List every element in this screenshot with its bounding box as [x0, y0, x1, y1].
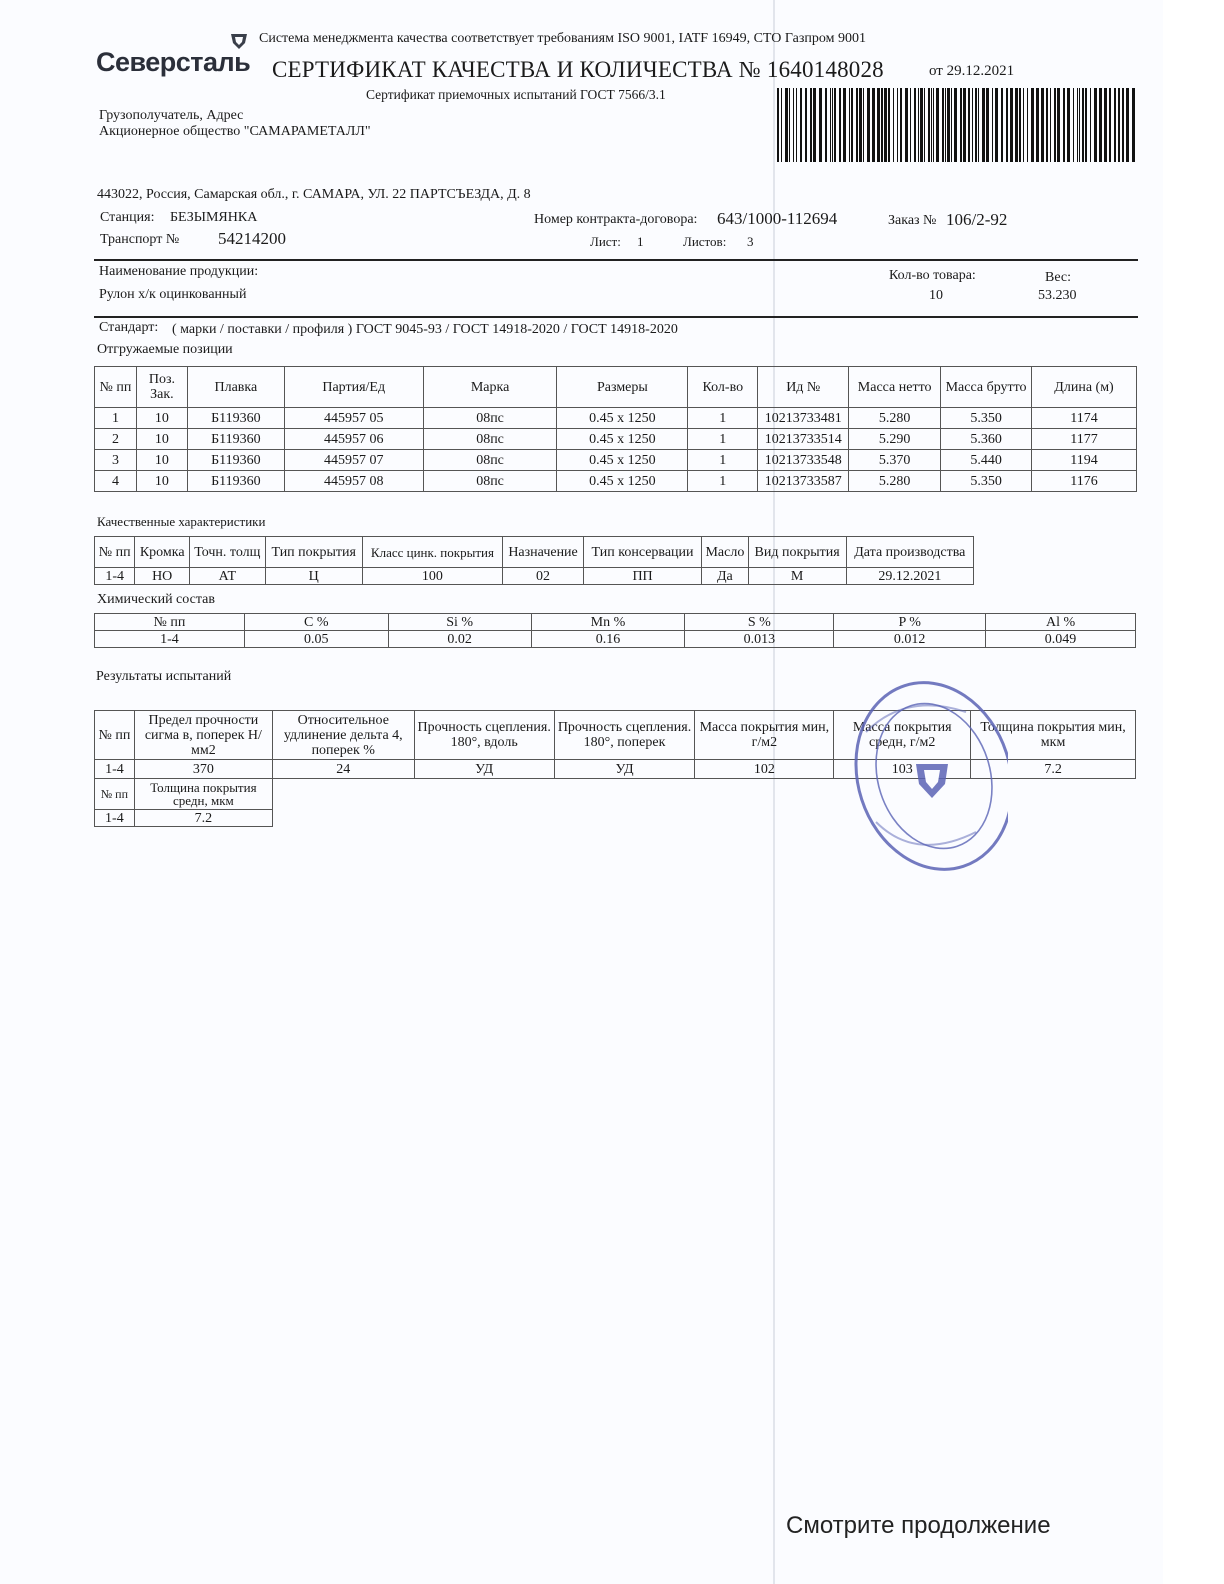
col-header: Кромка [135, 537, 190, 568]
table-cell: УД [414, 760, 554, 779]
table-cell: 5.370 [849, 450, 941, 471]
consignee-address: 443022, Россия, Самарская обл., г. САМАРА, УЛ. 22 ПАРТСЪЕЗДА, Д. 8 [97, 187, 531, 202]
barcode-bar [992, 88, 993, 162]
barcode-bar [789, 88, 790, 162]
barcode-bar [1099, 88, 1102, 162]
divider-top [94, 259, 1138, 261]
table-cell: 5.280 [849, 408, 941, 429]
table-cell: 10 [136, 429, 187, 450]
barcode-bar [905, 88, 908, 162]
table-cell: Б119360 [187, 450, 284, 471]
barcode-bar [972, 88, 973, 162]
table-cell: М [748, 568, 846, 585]
divider-mid [94, 316, 1138, 318]
barcode-bar [825, 88, 827, 162]
table-cell: 0.45 x 1250 [557, 450, 688, 471]
barcode-bar [877, 88, 880, 162]
table-cell: 370 [134, 760, 272, 779]
col-header: Относительное удлинение дельта 4, поперек % [272, 711, 414, 760]
tests-title: Результаты испытаний [96, 669, 232, 684]
col-header: Марка [423, 367, 557, 408]
barcode-bar [1090, 88, 1091, 162]
barcode-bar [1114, 88, 1116, 162]
col-header: № пп [95, 367, 137, 408]
table-cell: 29.12.2021 [846, 568, 973, 585]
barcode-bar [777, 88, 779, 162]
table-cell: 10213733514 [758, 429, 849, 450]
table-cell: 0.012 [834, 631, 986, 648]
barcode-bar [832, 88, 833, 162]
positions-header-row [95, 367, 1137, 408]
barcode-bar [819, 88, 822, 162]
table-row [95, 408, 1137, 429]
col-header: Точн. толщ [189, 537, 265, 568]
tests-extra-table [94, 778, 273, 827]
qms-statement: Система менеджмента качества соответствует требованиям ISO 9001, IATF 16949, СТО Газпром 9001 [259, 31, 866, 46]
barcode-bar [960, 88, 962, 162]
barcode-bar [1001, 88, 1003, 162]
certificate-subtitle: Сертификат приемочных испытаний ГОСТ 7566/3.1 [366, 87, 666, 102]
col-header: Толщина покрытия средн, мкм [134, 779, 272, 810]
col-header: S % [685, 614, 834, 631]
table-cell: 1-4 [95, 631, 245, 648]
col-header: Плавка [187, 367, 284, 408]
col-header: № пп [95, 711, 135, 760]
barcode-bar [863, 88, 864, 162]
barcode-bar [1082, 88, 1084, 162]
barcode-bar [1094, 88, 1097, 162]
barcode-bar [1041, 88, 1044, 162]
chemistry-title: Химический состав [97, 592, 215, 607]
barcode-bar [900, 88, 902, 162]
quality-table [94, 536, 974, 585]
table-cell: 5.360 [941, 429, 1032, 450]
barcode-bar [924, 88, 925, 162]
table-cell: Да [702, 568, 748, 585]
col-header: Al % [986, 614, 1136, 631]
table-cell: 1 [688, 471, 758, 492]
table-cell: 08пс [423, 450, 557, 471]
col-header: C % [244, 614, 388, 631]
quality-title: Качественные характеристики [97, 514, 266, 529]
standard-value: ( марки / поставки / профиля ) ГОСТ 9045-93 / ГОСТ 14918-2020 / ГОСТ 14918-2020 [172, 322, 678, 337]
col-header: Класс цинк. покрытия [362, 537, 502, 568]
table-cell: ПП [583, 568, 701, 585]
barcode-bar [851, 88, 853, 162]
barcode [777, 88, 1135, 162]
table-cell: 100 [362, 568, 502, 585]
barcode-bar [982, 88, 985, 162]
table-cell: Б119360 [187, 429, 284, 450]
order-label: Заказ № [888, 213, 937, 228]
col-header: Назначение [503, 537, 584, 568]
product-name: Рулон х/к оцинкованный [99, 287, 247, 302]
barcode-bar [942, 88, 944, 162]
sheets-label: Листов: [683, 234, 727, 249]
table-cell: 0.16 [531, 631, 685, 648]
table-cell: 1174 [1032, 408, 1137, 429]
barcode-bar [1015, 88, 1018, 162]
col-header: Ид № [758, 367, 849, 408]
barcode-bar [1057, 88, 1060, 162]
table-row [95, 568, 974, 585]
certificate-title: СЕРТИФИКАТ КАЧЕСТВА И КОЛИЧЕСТВА № 1640148028 [272, 57, 884, 82]
table-row [95, 450, 1137, 471]
barcode-bar [1019, 88, 1021, 162]
table-cell: 24 [272, 760, 414, 779]
table-cell: Б119360 [187, 408, 284, 429]
col-header: Si % [388, 614, 531, 631]
col-header: Масса брутто [941, 367, 1032, 408]
col-header: Тип покрытия [265, 537, 362, 568]
quality-header-row [95, 537, 974, 568]
col-header: Партия/Ед [284, 367, 423, 408]
table-cell: НО [135, 568, 190, 585]
table-cell: 0.013 [685, 631, 834, 648]
barcode-bar [1122, 88, 1124, 162]
barcode-bar [1006, 88, 1008, 162]
barcode-bar [893, 88, 894, 162]
barcode-bar [963, 88, 966, 162]
table-row [95, 810, 273, 827]
table-cell: 2 [95, 429, 137, 450]
contract-label: Номер контракта-договора: [534, 212, 698, 227]
product-qty: 10 [929, 288, 943, 303]
col-header: Предел прочности сигма в, поперек Н/мм2 [134, 711, 272, 760]
col-header: Вид покрытия [748, 537, 846, 568]
table-cell: 1 [688, 450, 758, 471]
col-header: Масса покрытия средн, г/м2 [834, 711, 971, 760]
barcode-bar [936, 88, 939, 162]
product-weight-label: Вес: [1045, 270, 1072, 285]
table-cell: 3 [95, 450, 137, 471]
barcode-bar [1054, 88, 1056, 162]
barcode-bar [1027, 88, 1028, 162]
table-cell: 5.440 [941, 450, 1032, 471]
table-cell: 0.45 x 1250 [557, 429, 688, 450]
barcode-bar [813, 88, 816, 162]
table-cell: 10 [136, 471, 187, 492]
sheet-value: 1 [637, 234, 644, 249]
consignee-label: Грузополучатель, Адрес [99, 108, 244, 123]
station-label: Станция: [100, 210, 155, 225]
barcode-bar [849, 88, 850, 162]
transport-label: Транспорт № [100, 232, 180, 247]
barcode-bar [931, 88, 932, 162]
barcode-bar [834, 88, 836, 162]
table-cell: 10213733548 [758, 450, 849, 471]
barcode-bar [800, 88, 802, 162]
barcode-bar [785, 88, 788, 162]
barcode-bar [954, 88, 957, 162]
table-cell: Ц [265, 568, 362, 585]
barcode-bar [1010, 88, 1013, 162]
col-header: Толщина покрытия мин, мкм [971, 711, 1136, 760]
barcode-bar [978, 88, 979, 162]
barcode-bar [1077, 88, 1078, 162]
barcode-bar [1109, 88, 1111, 162]
certificate-date: от 29.12.2021 [929, 63, 1015, 79]
table-cell: 0.45 x 1250 [557, 471, 688, 492]
barcode-bar [986, 88, 989, 162]
col-header: Тип консервации [583, 537, 701, 568]
barcode-bar [995, 88, 998, 162]
col-header: Кол-во [688, 367, 758, 408]
table-cell: 1 [688, 408, 758, 429]
table-cell: 08пс [423, 429, 557, 450]
barcode-bar [945, 88, 946, 162]
standard-label: Стандарт: [99, 320, 159, 335]
barcode-bar [867, 88, 870, 162]
chemistry-header-row [95, 614, 1136, 631]
barcode-bar [830, 88, 831, 162]
table-cell: 10 [136, 450, 187, 471]
table-cell: 1177 [1032, 429, 1137, 450]
barcode-bar [884, 88, 887, 162]
table-cell: 445957 05 [284, 408, 423, 429]
barcode-bar [951, 88, 952, 162]
barcode-bar [910, 88, 911, 162]
barcode-bar [1118, 88, 1120, 162]
barcode-bar [897, 88, 898, 162]
col-header: № пп [95, 537, 135, 568]
col-header: Mn % [531, 614, 685, 631]
col-header: Масса нетто [849, 367, 941, 408]
table-cell: 103 [834, 760, 971, 779]
barcode-bar [1023, 88, 1024, 162]
barcode-bar [914, 88, 916, 162]
table-cell: 08пс [423, 471, 557, 492]
consignee-name: Акционерное общество "САМАРАМЕТАЛЛ" [99, 124, 371, 139]
scan-fold-line [773, 0, 775, 1584]
col-header: Длина (м) [1032, 367, 1137, 408]
barcode-bar [872, 88, 875, 162]
barcode-bar [781, 88, 782, 162]
table-cell: УД [554, 760, 695, 779]
barcode-bar [1067, 88, 1070, 162]
barcode-bar [920, 88, 923, 162]
product-name-label: Наименование продукции: [99, 264, 259, 279]
barcode-bar [805, 88, 807, 162]
barcode-bar [1046, 88, 1048, 162]
table-cell: 1 [95, 408, 137, 429]
tests-extra-header-row [95, 779, 273, 810]
table-cell: 1194 [1032, 450, 1137, 471]
barcode-bar [810, 88, 812, 162]
sheets-value: 3 [747, 234, 754, 249]
table-cell: 5.350 [941, 471, 1032, 492]
barcode-bar [1079, 88, 1080, 162]
table-cell: 10 [136, 408, 187, 429]
table-cell: Б119360 [187, 471, 284, 492]
table-cell: 7.2 [134, 810, 272, 827]
table-cell: 0.45 x 1250 [557, 408, 688, 429]
barcode-bar [1063, 88, 1065, 162]
table-cell: 0.049 [986, 631, 1136, 648]
barcode-bar [1132, 88, 1135, 162]
continue-note: Смотрите продолжение [786, 1512, 1051, 1539]
table-cell: 4 [95, 471, 137, 492]
table-cell: 445957 08 [284, 471, 423, 492]
col-header: Дата производства [846, 537, 973, 568]
table-cell: 1-4 [95, 760, 135, 779]
barcode-bar [888, 88, 890, 162]
barcode-bar [1031, 88, 1034, 162]
table-cell: 1 [688, 429, 758, 450]
table-cell: 5.290 [849, 429, 941, 450]
barcode-bar [1085, 88, 1087, 162]
contract-value: 643/1000-112694 [717, 209, 838, 228]
product-weight: 53.230 [1038, 288, 1077, 303]
table-cell: 5.350 [941, 408, 1032, 429]
barcode-bar [881, 88, 883, 162]
chemistry-table [94, 613, 1136, 648]
barcode-bar [859, 88, 862, 162]
barcode-bar [1126, 88, 1129, 162]
table-cell: АТ [189, 568, 265, 585]
table-cell: 1176 [1032, 471, 1137, 492]
barcode-bar [1050, 88, 1051, 162]
table-cell: 1-4 [95, 810, 135, 827]
barcode-bar [947, 88, 950, 162]
table-cell: 10213733587 [758, 471, 849, 492]
positions-title: Отгружаемые позиции [97, 342, 233, 357]
barcode-bar [843, 88, 846, 162]
barcode-bar [918, 88, 919, 162]
transport-value: 54214200 [218, 229, 286, 248]
barcode-bar [856, 88, 858, 162]
table-cell: 08пс [423, 408, 557, 429]
col-header: Масло [702, 537, 748, 568]
table-cell: 5.280 [849, 471, 941, 492]
table-cell: 1-4 [95, 568, 135, 585]
product-qty-label: Кол-во товара: [889, 268, 976, 283]
table-cell: 445957 06 [284, 429, 423, 450]
table-cell: 10213733481 [758, 408, 849, 429]
table-row [95, 471, 1137, 492]
table-row [95, 429, 1137, 450]
barcode-bar [928, 88, 930, 162]
sheet-label: Лист: [590, 234, 621, 249]
col-header: Прочность сцепления. 180°, вдоль [414, 711, 554, 760]
table-cell: 0.05 [244, 631, 388, 648]
col-header: № пп [95, 779, 135, 810]
table-cell: 7.2 [971, 760, 1136, 779]
col-header: № пп [95, 614, 245, 631]
barcode-bar [933, 88, 934, 162]
barcode-bar [975, 88, 977, 162]
table-cell: 445957 07 [284, 450, 423, 471]
col-header: Прочность сцепления. 180°, поперек [554, 711, 695, 760]
table-row [95, 631, 1136, 648]
col-header: P % [834, 614, 986, 631]
barcode-bar [968, 88, 970, 162]
barcode-bar [1104, 88, 1107, 162]
barcode-bar [1036, 88, 1039, 162]
order-value: 106/2-92 [946, 210, 1008, 229]
table-cell: 0.02 [388, 631, 531, 648]
company-logo: Северсталь [96, 47, 251, 77]
company-seal-stamp [846, 672, 1008, 884]
barcode-bar [839, 88, 841, 162]
barcode-bar [796, 88, 797, 162]
col-header: Масса покрытия мин, г/м2 [695, 711, 834, 760]
station-value: БЕЗЫМЯНКА [170, 210, 258, 225]
table-cell: 02 [503, 568, 584, 585]
table-cell: 102 [695, 760, 834, 779]
col-header: Размеры [557, 367, 688, 408]
col-header: Поз. Зак. [136, 367, 187, 408]
positions-table [94, 366, 1137, 492]
barcode-bar [1073, 88, 1074, 162]
barcode-bar [793, 88, 794, 162]
